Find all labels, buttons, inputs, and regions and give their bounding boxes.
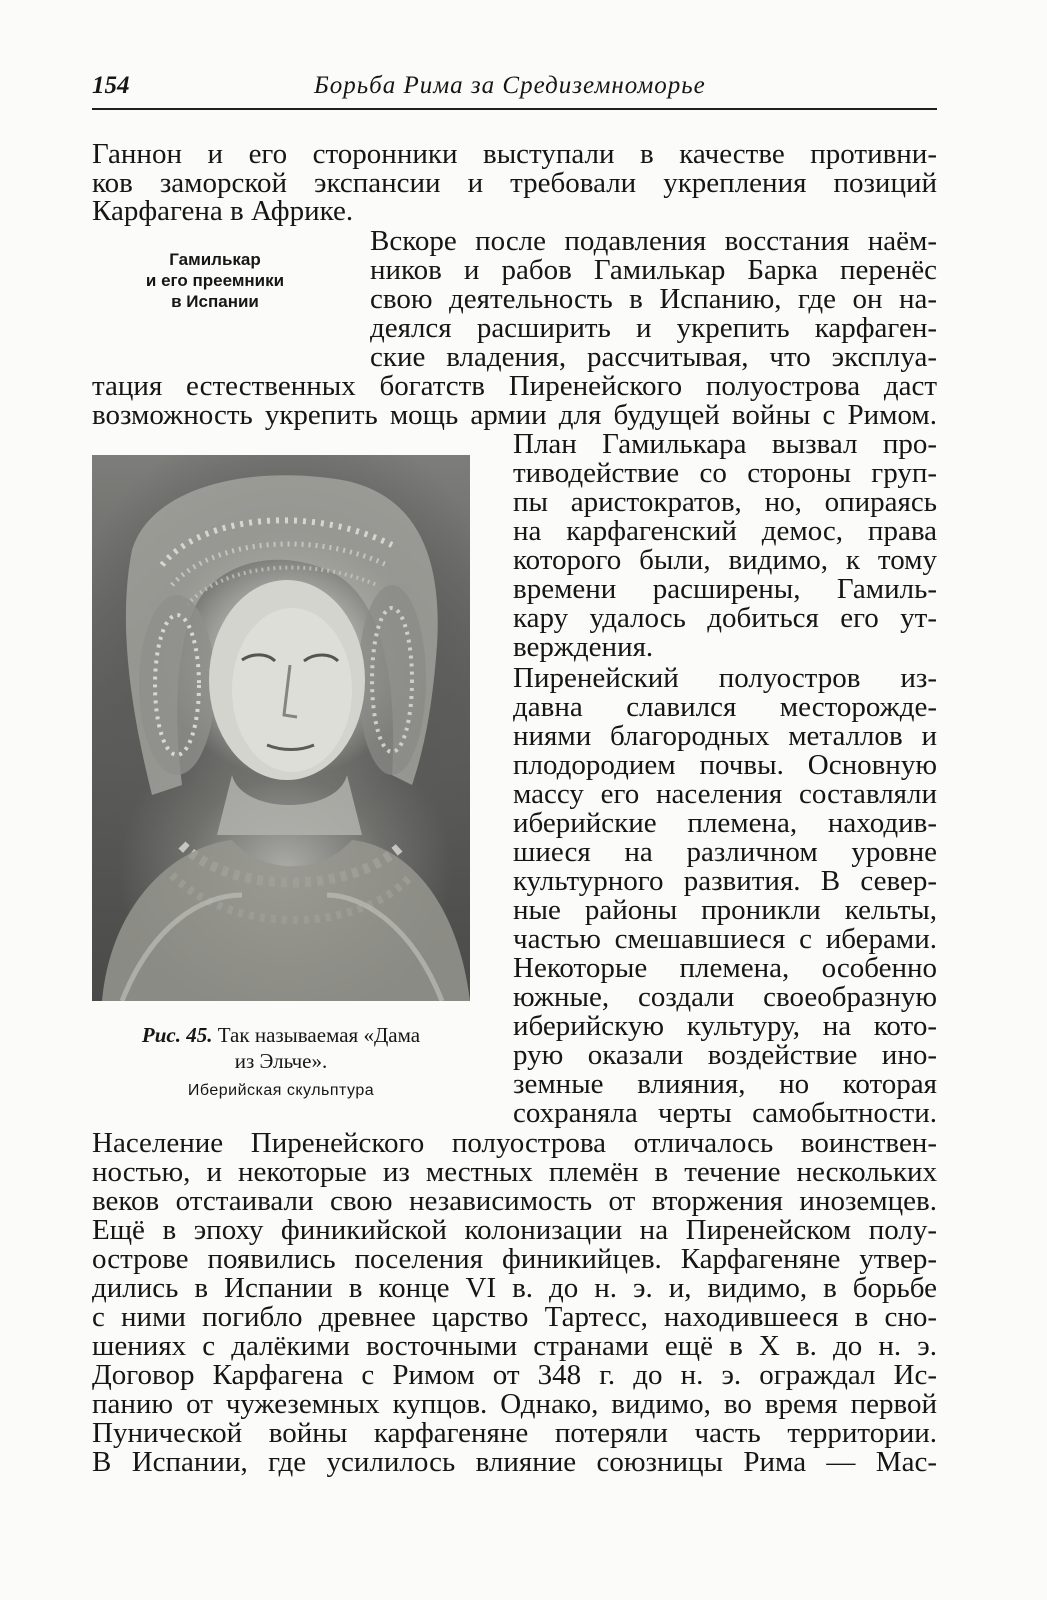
- figure-caption-line-2: из Эльче».: [234, 1049, 328, 1073]
- body-line: ников и рабов Гамилькар Барка перенёс: [370, 254, 937, 286]
- body-line: ские владения, рассчитывая, что эксплуа-: [370, 341, 937, 373]
- body-line: Карфагена в Африке.: [92, 195, 354, 227]
- body-line: свою деятельность в Испанию, где он на-: [370, 283, 937, 315]
- body-line: деялся расширить и укрепить карфаген-: [370, 312, 937, 344]
- column-line: Некоторые племена, особенно: [513, 952, 937, 984]
- column-line: сохраняла черты самобытности.: [513, 1097, 937, 1129]
- column-line: давна славился месторожде-: [513, 691, 937, 723]
- body-line: В Испании, где усилилось влияние союзницы Рима — Мас-: [92, 1446, 937, 1478]
- figure-source: Иберийская скульптура: [187, 1082, 375, 1099]
- side-note-line: в Испании: [171, 292, 259, 311]
- body-line: возможность укрепить мощь армии для будущей войны с Римом.: [92, 399, 937, 431]
- body-line: шениях с далёкими восточными странами ещё в X в. до н. э.: [92, 1330, 937, 1362]
- column-line: верждения.: [513, 631, 654, 663]
- column-line: массу его населения составляли: [513, 778, 937, 810]
- page-number: 154: [92, 72, 130, 99]
- column-line: частью смешавшиеся с иберами.: [513, 923, 937, 955]
- column-line: ные районы проникли кельты,: [513, 894, 937, 926]
- column-line: кару удалось добиться его ут-: [513, 602, 937, 634]
- column-line: южные, создали своеобразную: [513, 981, 937, 1013]
- figure-image: [92, 455, 470, 1001]
- column-line: плодородием почвы. Основную: [513, 749, 937, 781]
- figure-caption-text: Так называемая «Дама: [217, 1023, 421, 1047]
- column-line: пы аристократов, но, опираясь: [513, 486, 937, 518]
- body-line: дились в Испании в конце VI в. до н. э. и, видимо, в борьбе: [92, 1272, 937, 1304]
- body-line: веков отстаивали свою независимость от вторжения иноземцев.: [92, 1185, 937, 1217]
- column-line: Пиренейский полуостров из-: [513, 662, 937, 694]
- running-title: Борьба Рима за Средиземноморье: [314, 72, 706, 99]
- body-line: Пунической войны карфагеняне потеряли часть территории.: [92, 1417, 937, 1449]
- body-line: ностью, и некоторые из местных племён в течение нескольких: [92, 1156, 937, 1188]
- figure-caption: [92, 1022, 470, 1048]
- column-line: культурного развития. В север-: [513, 865, 937, 897]
- body-line: с ними погибло древнее царство Тартесс, находившееся в сно-: [92, 1301, 937, 1333]
- body-line: ков заморской экспансии и требовали укрепления позиций: [92, 167, 937, 199]
- body-line: Ганнон и его сторонники выступали в качестве противни-: [92, 138, 937, 170]
- figure-label: Рис. 45.: [141, 1023, 213, 1047]
- body-line: острове появились поселения финикийцев. Карфагеняне утвер-: [92, 1243, 937, 1275]
- column-line: План Гамилькара вызвал про-: [513, 428, 937, 460]
- body-line: Договор Карфагена с Римом от 348 г. до н. э. ограждал Ис-: [92, 1359, 937, 1391]
- running-head: [92, 72, 937, 110]
- column-line: времени расширены, Гамиль-: [513, 573, 937, 605]
- column-line: на карфагенский демос, права: [513, 515, 937, 547]
- column-line: ниями благородных металлов и: [513, 720, 937, 752]
- column-line: рую оказали воздействие ино-: [513, 1039, 937, 1071]
- sculpture-illustration: [92, 455, 470, 1001]
- body-line: Население Пиренейского полуострова отличалось воинствен-: [92, 1127, 937, 1159]
- body-line: панию от чужеземных купцов. Однако, видимо, во время первой: [92, 1388, 937, 1420]
- column-line: иберийские племена, находив-: [513, 807, 937, 839]
- side-note-line: Гамилькар: [169, 250, 261, 269]
- column-line: земные влияния, но которая: [513, 1068, 937, 1100]
- body-line: Ещё в эпоху финикийской колонизации на Пиренейском полу-: [92, 1214, 937, 1246]
- column-line: иберийскую культуру, на кото-: [513, 1010, 937, 1042]
- side-note-line: и его преемники: [145, 271, 285, 290]
- column-line: шиеся на различном уровне: [513, 836, 937, 868]
- body-line: тация естественных богатств Пиренейского полуострова даст: [92, 370, 937, 402]
- body-line: Вскоре после подавления восстания наём-: [370, 225, 937, 257]
- column-line: тиводействие со стороны груп-: [513, 457, 937, 489]
- column-line: которого были, видимо, к тому: [513, 544, 937, 576]
